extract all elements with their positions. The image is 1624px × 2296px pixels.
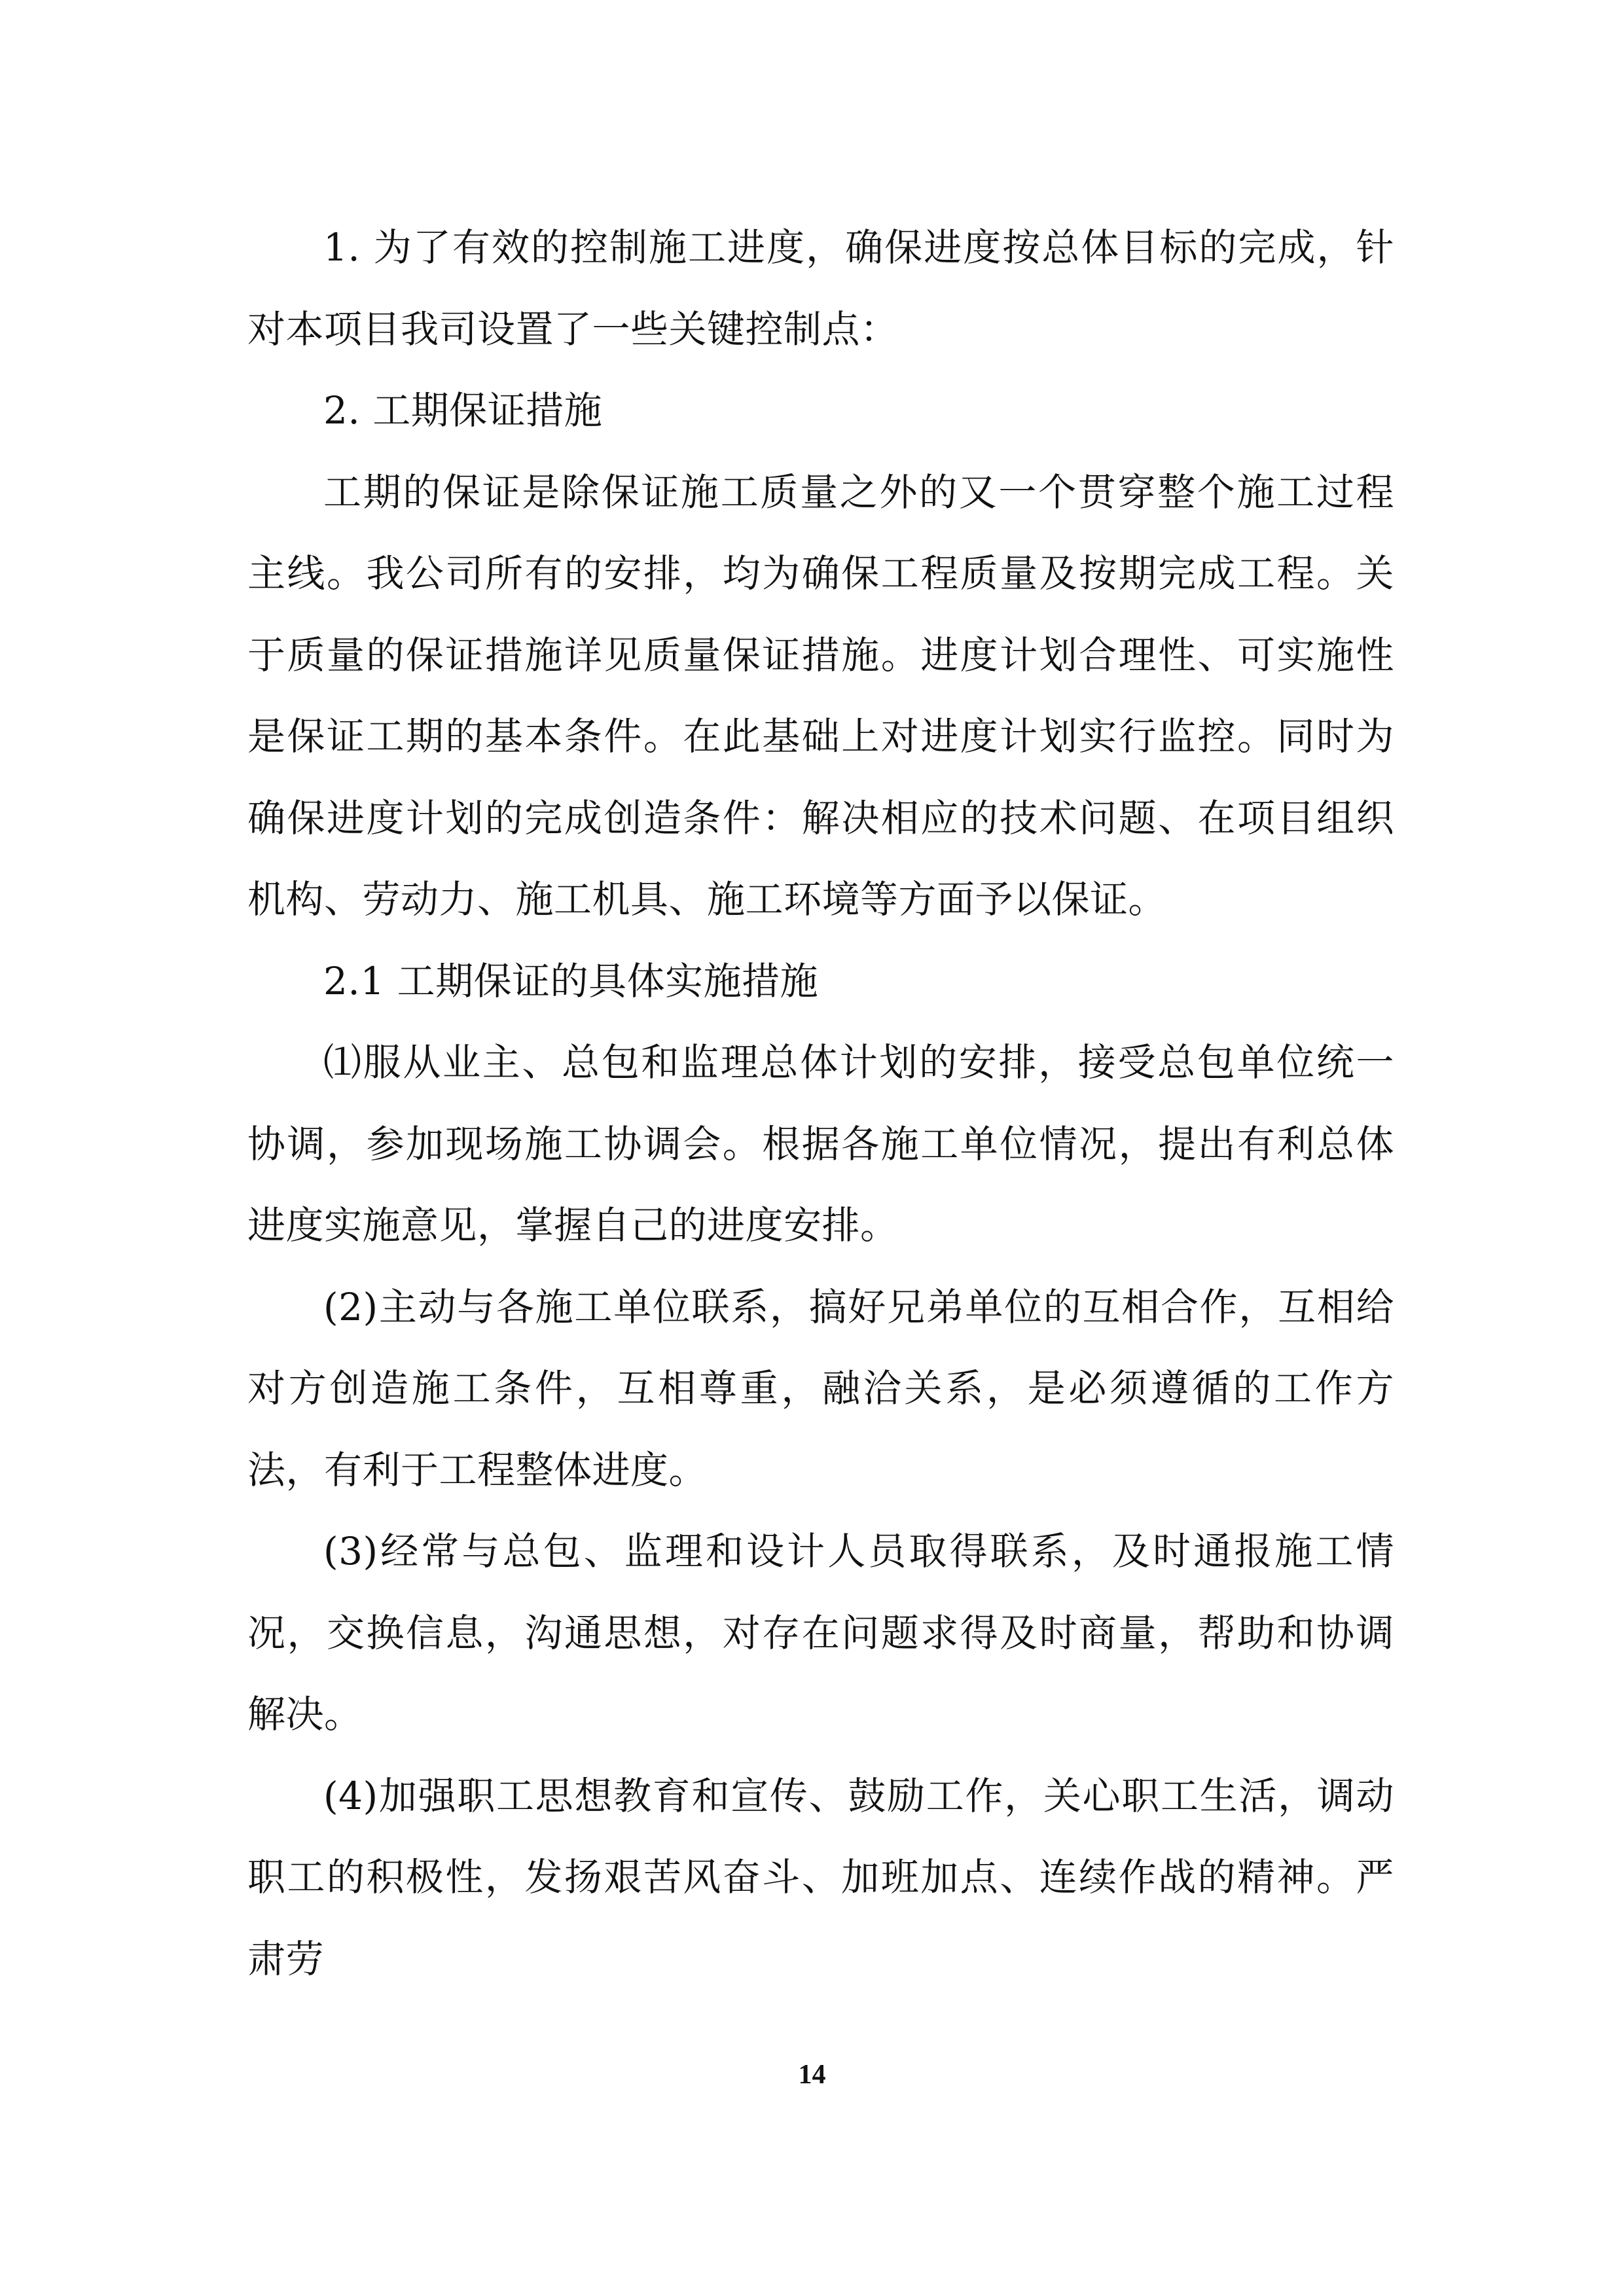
document-body: [247, 207, 1394, 2000]
heading-schedule-guarantee: 2. 工期保证措施: [323, 388, 603, 433]
paragraph-measure-3: (3)经常与总包、监理和设计人员取得联系，及时通报施工情况，交换信息，沟通思想，对存在问题求得及时商量，帮助和协调解决。: [247, 1529, 1394, 1736]
paragraph-measure-1: ⑴服从业主、总包和监理总体计划的安排，接受总包单位统一协调，参加现场施工协调会。根据各施工单位情况，提出有利总体进度实施意见，掌握自己的进度安排。: [247, 1040, 1394, 1247]
page-number: 14: [798, 2060, 826, 2090]
heading-specific-measures: 2.1 工期保证的具体实施措施: [323, 958, 819, 1003]
paragraph-schedule-guarantee-intro: 工期的保证是除保证施工质量之外的又一个贯穿整个施工过程主线。我公司所有的安排，均为确保工程质量及按期完成工程。关于质量的保证措施详见质量保证措施。进度计划合理性、可实施性是保证工期的基本条件。在此基础上对进度计划实行监控。同时为确保进度计划的完成创造条件：解决相应的技术问题、在项目组织机构、劳动力、施工机具、施工环境等方面予以保证。: [247, 469, 1394, 922]
paragraph-key-control-points: 1. 为了有效的控制施工进度，确保进度按总体目标的完成，针对本项目我司设置了一些关键控制点：: [247, 225, 1394, 351]
paragraph-measure-4: (4)加强职工思想教育和宣传、鼓励工作，关心职工生活，调动职工的积极性，发扬艰苦风奋斗、加班加点、连续作战的精神。严肃劳: [247, 1773, 1394, 1981]
paragraph-measure-2: (2)主动与各施工单位联系，搞好兄弟单位的互相合作，互相给对方创造施工条件，互相尊重，融洽关系，是必须遵循的工作方法，有利于工程整体进度。: [247, 1284, 1394, 1492]
